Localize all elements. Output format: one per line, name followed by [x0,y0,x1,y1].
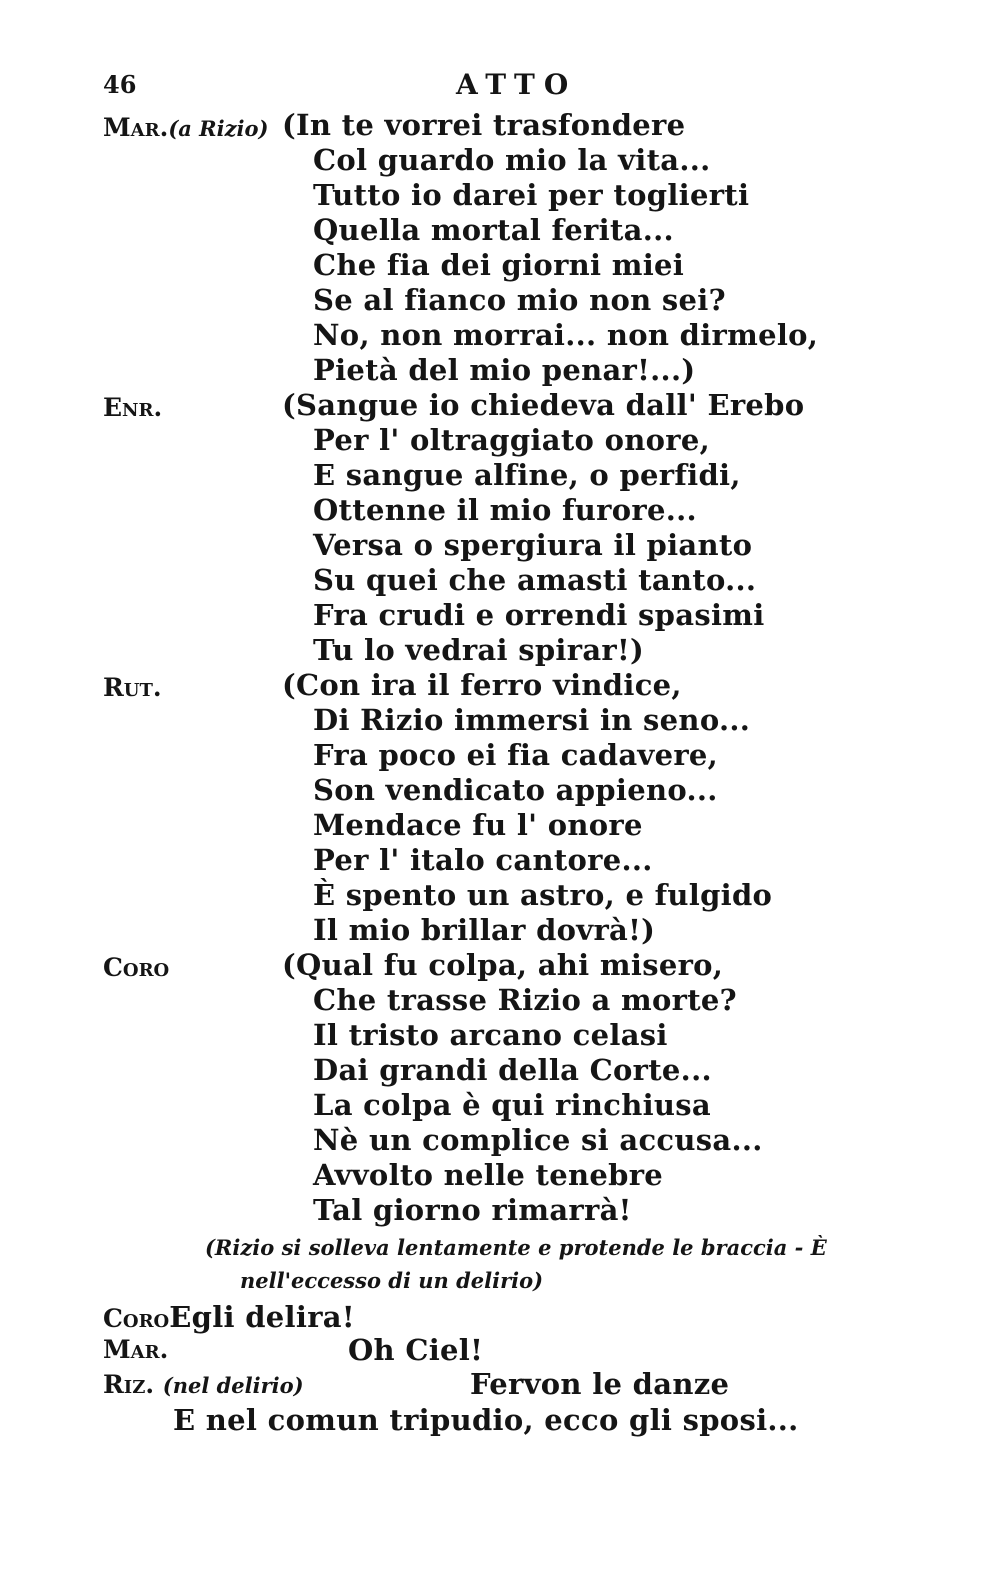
verse-line: Se al fianco mio non sei? [313,283,726,317]
verse-line: Di Rizio immersi in seno... [313,703,751,737]
verse-line: Avvolto nelle tenebre [313,1158,664,1192]
stage-direction-a-rizio: (a Rizio) [168,116,269,141]
speaker-coro: Coro [103,953,170,982]
verse-line: Egli delira! [169,1300,355,1334]
verse-line: Il tristo arcano celasi [313,1018,668,1052]
verse-line: La colpa è qui rinchiusa [313,1088,712,1122]
verse-line: Dai grandi della Corte... [313,1053,712,1087]
verse-line: Che fia dei giorni miei [313,248,685,282]
verse-line: Col guardo mio la vita... [313,143,711,177]
speaker-rut: Rut. [103,673,162,702]
verse-line: Ottenne il mio furore... [313,493,697,527]
speaker-mar-2: Mar. [103,1335,169,1364]
verse-line: È spento un astro, e fulgido [313,878,773,912]
speaker-riz: Riz. (nel delirio) [103,1370,304,1399]
page-header: ATTO [456,68,578,101]
verse-line: No, non morrai... non dirmelo, [313,318,819,352]
verse-line: (Qual fu colpa, ahi misero, [282,948,724,982]
verse-line: Tutto io darei per toglierti [313,178,750,212]
verse-line: Che trasse Rizio a morte? [313,983,737,1017]
verse-line: Tu lo vedrai spirar!) [313,633,645,667]
verse-line: Pietà del mio penar!...) [313,353,696,387]
verse-line: Oh Ciel! [348,1333,484,1367]
verse-line: Mendace fu l' onore [313,808,643,842]
verse-line: Su quei che amasti tanto... [313,563,757,597]
verse-line: Versa o spergiura il pianto [313,528,753,562]
verse-line: Il mio brillar dovrà!) [313,913,656,947]
verse-line: Nè un complice si accusa... [313,1123,763,1157]
verse-line: Fervon le danze [470,1367,730,1401]
verse-line: E sangue alfine, o perfidi, [313,458,741,492]
stage-direction-nel-delirio: (nel delirio) [162,1373,304,1398]
verse-line: Quella mortal ferita... [313,213,674,247]
verse-line: (Con ira il ferro vindice, [282,668,682,702]
stage-direction: nell'eccesso di un delirio) [240,1268,544,1293]
page-number: 46 [103,70,137,99]
verse-line: Fra crudi e orrendi spasimi [313,598,765,632]
verse-line: E nel comun tripudio, ecco gli sposi... [173,1403,799,1437]
verse-line: (Sangue io chiedeva dall' Erebo [282,388,805,422]
speaker-mar: Mar.(a Rizio) [103,113,269,142]
verse-line: Fra poco ei fia cadavere, [313,738,719,772]
stage-direction: (Rizio si solleva lentamente e protende le braccia - È [205,1235,827,1260]
speaker-coro-2: CoroEgli delira! [103,1300,355,1334]
verse-line: Per l' oltraggiato onore, [313,423,710,457]
verse-line: Son vendicato appieno... [313,773,718,807]
speaker-enr: Enr. [103,393,163,422]
verse-line: Tal giorno rimarrà! [313,1193,632,1227]
verse-line: Per l' italo cantore... [313,843,653,877]
verse-line: (In te vorrei trasfondere [282,108,686,142]
